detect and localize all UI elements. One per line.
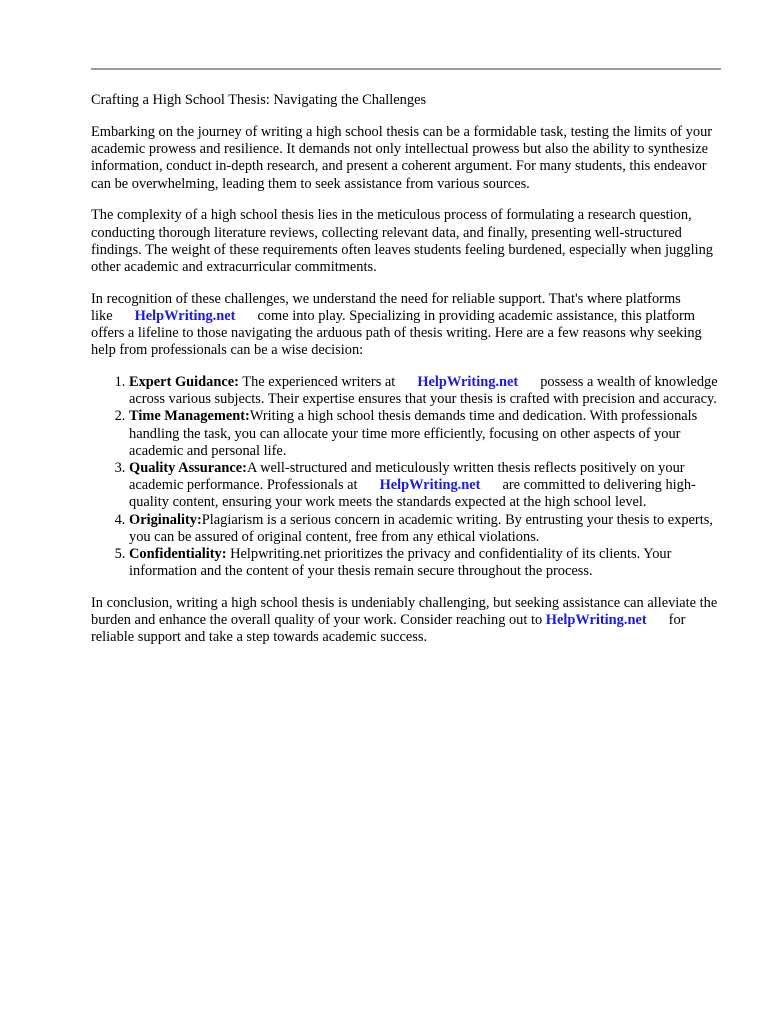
complexity-paragraph: The complexity of a high school thesis lies in the meticulous process of formulating a research question, conducting thorough literature reviews, collecting relevant data, and finally, presenting well-structured findings. The weight of these requirements often leaves students feeling burdened, especially when juggling other academic and extracurricular commitments. xyxy=(91,207,713,275)
list-item-text-after: possess a wealth of knowledge across various subjects. Their expertise ensures that your thesis is crafted with precision and accuracy. xyxy=(129,373,718,408)
document-title: Crafting a High School Thesis: Navigating the Challenges xyxy=(91,92,427,108)
list-item-text: Plagiarism is a serious concern in academic writing. By entrusting your thesis to experts, you can be assured of original content, free from any ethical violations. xyxy=(129,511,713,545)
list-item-text: Writing a high school thesis demands time and dedication. With professionals handling the task, you can allocate your time more efficiently, focusing on other aspects of your academic and personal life. xyxy=(129,408,698,459)
list-item-time-management xyxy=(129,408,723,460)
helpwriting-link[interactable]: HelpWriting.net xyxy=(379,477,481,494)
document-body xyxy=(91,124,723,661)
list-item-quality-assurance xyxy=(129,460,723,512)
list-item-term: Time Management: xyxy=(129,408,250,425)
intro-paragraph: Embarking on the journey of writing a high school thesis can be a formidable task, testing the limits of your academic prowess and resilience. It demands not only intellectual prowess but also the ability to synthesize information, conduct in-depth research, and present a coherent argument. For many students, this endeavor can be overwhelming, leading them to seek assistance from various sources. xyxy=(91,124,713,192)
list-item-term: Originality: xyxy=(129,511,202,528)
conclusion-text-before: In conclusion, writing a high school thesis is undeniably challenging, but seeking assistance can alleviate the burden and enhance the overall quality of your work. Consider reaching out to xyxy=(91,594,718,629)
conclusion-text-after: for reliable support and take a step towards academic success. xyxy=(91,612,686,646)
list-item-term: Confidentiality: xyxy=(129,545,227,562)
list-item-text-after: are committed to delivering high-quality content, ensuring your work meets the standards expected at the high school level. xyxy=(129,477,696,511)
reasons-list xyxy=(91,374,723,580)
list-item-expert-guidance xyxy=(129,374,723,408)
list-item-text-before: The experienced writers at xyxy=(242,373,396,390)
list-item-term: Quality Assurance: xyxy=(129,459,247,476)
helpwriting-link[interactable]: HelpWriting.net xyxy=(134,307,236,324)
list-item-originality xyxy=(129,512,723,546)
helpwriting-link[interactable]: HelpWriting.net xyxy=(545,612,647,629)
header-divider xyxy=(91,68,721,70)
recognition-text-after: come into play. Specializing in providing academic assistance, this platform offers a lifeline to those navigating the arduous path of thesis writing. Here are a few reasons why seeking help from professionals can be a wise decision: xyxy=(91,307,702,359)
recognition-text-before: In recognition of these challenges, we understand the need for reliable support. That's where platforms like xyxy=(91,290,681,324)
list-item-term: Expert Guidance: xyxy=(129,373,239,390)
conclusion-paragraph xyxy=(91,595,723,647)
helpwriting-link[interactable]: HelpWriting.net xyxy=(417,373,519,390)
list-item-text: Helpwriting.net prioritizes the privacy and confidentiality of its clients. Your information and the content of your thesis remain secure throughout the process. xyxy=(129,545,672,580)
recognition-paragraph xyxy=(91,291,723,360)
list-item-confidentiality xyxy=(129,546,723,580)
list-item-text-before: A well-structured and meticulously written thesis reflects positively on your academic performance. Professionals at xyxy=(129,459,685,494)
